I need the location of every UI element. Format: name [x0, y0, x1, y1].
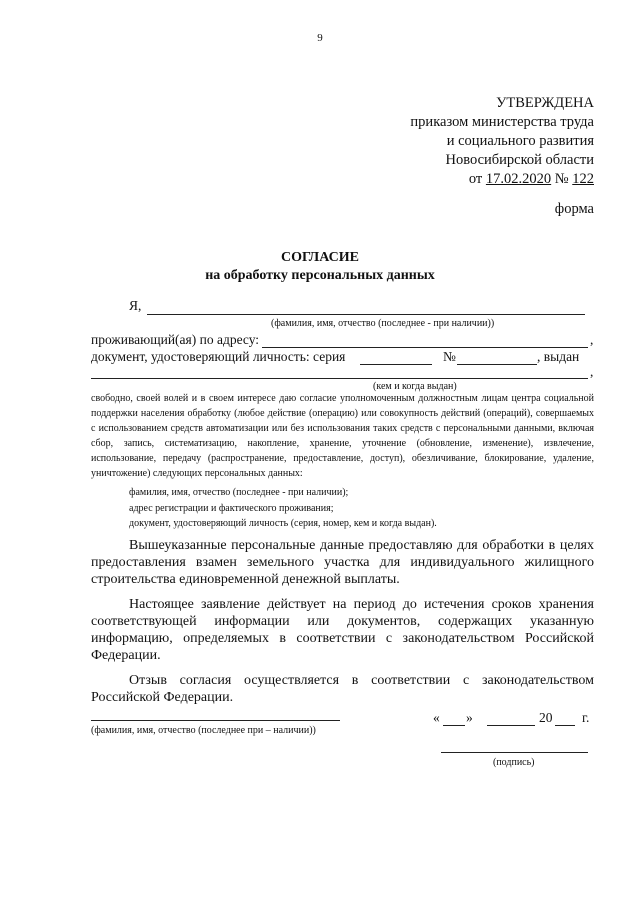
doc-number-field[interactable]	[457, 364, 537, 365]
consent-text: свободно, своей волей и в своем интересе даю согласие уполномоченным должностным лицам центра социальной поддержки населения обработку (любое действие (операцию) или совокупность действий (операций), совершаемых с использованием средств автоматизации или без использования таких средств с персональными данными, включая сбор, запись, систематизацию, накопление, хранение, уточнение (обновление, изменение), извлечение, использование, передачу (распространение, предоставление, доступ), обезличивание, блокирование, удаление, уничтожение) следующих персональных данных:	[91, 393, 594, 479]
year-field[interactable]	[555, 725, 575, 726]
date-close-quote: »	[466, 710, 473, 725]
approval-line-1: УТВЕРЖДЕНА	[496, 95, 594, 111]
paragraph-revocation: Отзыв согласия осуществляется в соответствии с законодательством Российской Федерации.	[91, 673, 594, 705]
issued-label: , выдан	[537, 349, 580, 364]
page-number: 9	[317, 32, 323, 44]
approval-date-prefix: от	[468, 171, 486, 187]
doc-series-field[interactable]	[360, 364, 432, 365]
signer-fio-field[interactable]	[91, 720, 340, 721]
fio-field[interactable]	[147, 314, 585, 315]
signature-caption: (подпись)	[493, 757, 535, 768]
form-label: форма	[554, 201, 594, 217]
issued-caption: (кем и когда выдан)	[373, 381, 457, 392]
approval-number-prefix: №	[551, 171, 573, 187]
list-item: документ, удостоверяющий личность (серия, номер, кем и когда выдан).	[129, 518, 437, 529]
paragraph-purpose: Вышеуказанные персональные данные предоставляю для обработки в целях предоставления взамен земельного участка для индивидуального жилищного строительства единовременной денежной выплаты.	[91, 538, 594, 587]
approval-line-3: и социального развития	[446, 133, 594, 149]
document-title: СОГЛАСИЕ	[281, 250, 359, 265]
month-field[interactable]	[487, 725, 535, 726]
approval-date: 17.02.2020	[485, 171, 552, 187]
issued-comma: ,	[590, 364, 594, 379]
issued-field[interactable]	[91, 378, 588, 379]
doc-number-label: №	[443, 349, 456, 364]
year-prefix: 20	[539, 710, 553, 725]
approval-number: 122	[572, 171, 594, 187]
day-field[interactable]	[443, 725, 465, 726]
approval-line-4: Новосибирской области	[445, 152, 594, 168]
document-subtitle: на обработку персональных данных	[205, 268, 435, 283]
ya-label: Я,	[129, 298, 142, 313]
year-suffix: г.	[582, 710, 590, 725]
signer-fio-caption: (фамилия, имя, отчество (последнее при – наличии))	[91, 725, 316, 736]
fio-caption: (фамилия, имя, отчество (последнее - при наличии))	[271, 318, 495, 329]
address-comma: ,	[590, 332, 594, 347]
approval-date-line	[469, 170, 594, 189]
approval-line-2: приказом министерства труда	[410, 114, 594, 130]
date-open-quote: «	[433, 710, 440, 725]
address-label: проживающий(ая) по адресу:	[91, 332, 260, 347]
personal-data-list	[129, 485, 437, 532]
signature-field[interactable]	[441, 752, 588, 753]
address-field[interactable]	[262, 347, 588, 348]
list-item: адрес регистрации и фактического проживания;	[129, 502, 334, 514]
list-item: фамилия, имя, отчество (последнее - при наличии);	[129, 487, 349, 498]
doc-series-label: документ, удостоверяющий личность: серия	[91, 349, 346, 364]
paragraph-validity: Настоящее заявление действует на период до истечения сроков хранения соответствующей информации или документов, содержащих указанную информацию, определяемых в соответствии с законодательством Российской Федерации.	[91, 597, 594, 663]
